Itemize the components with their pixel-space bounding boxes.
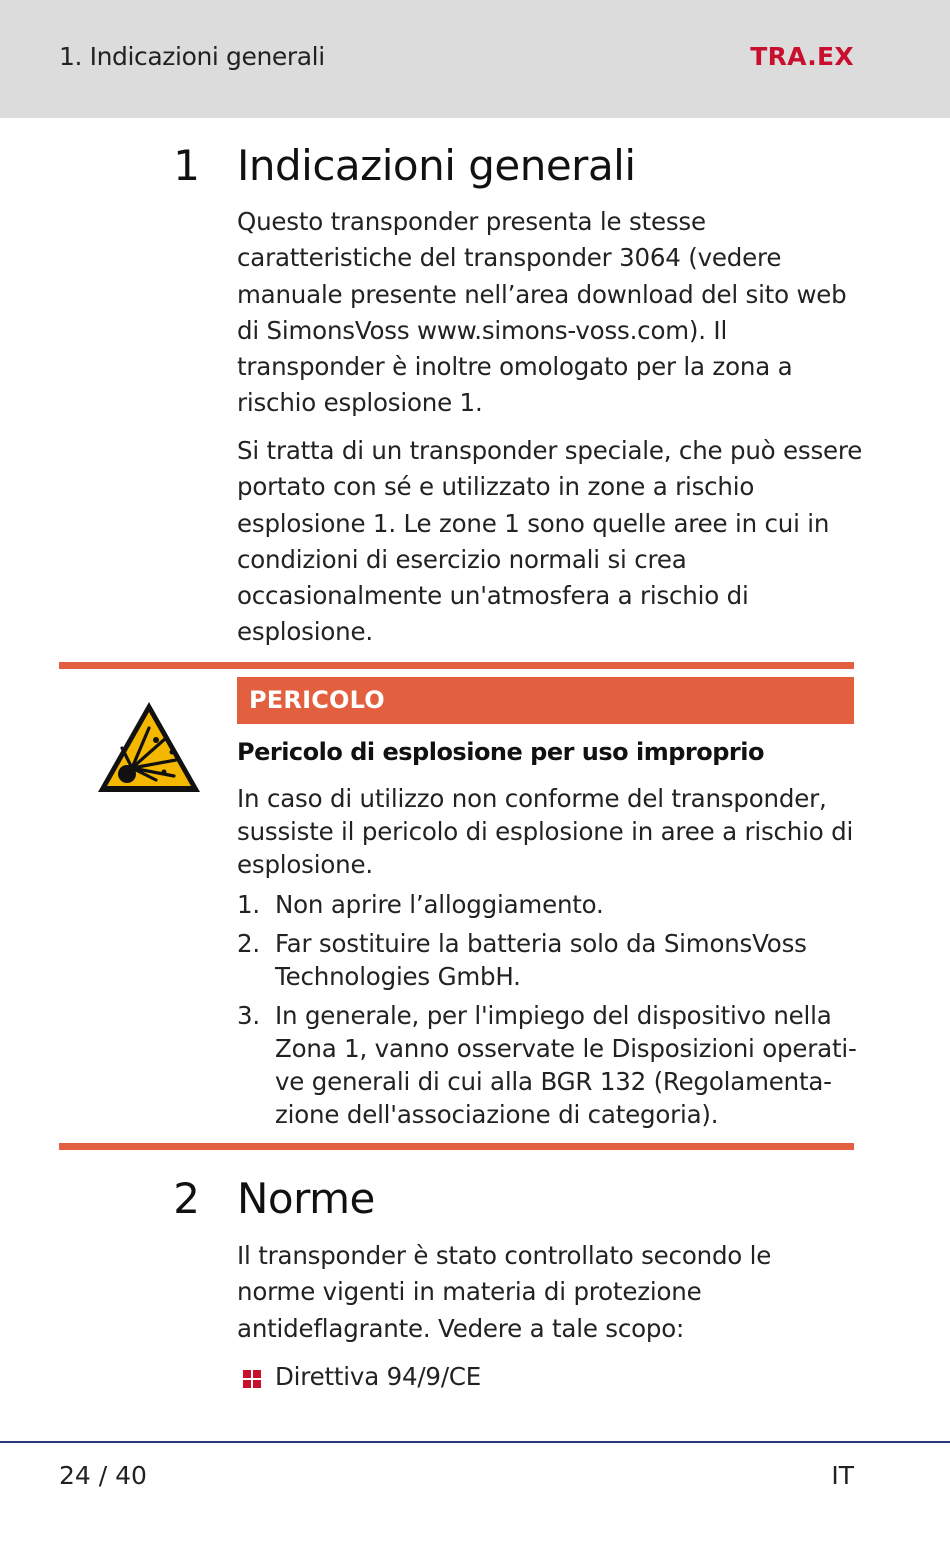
step-number: 2.	[237, 929, 260, 958]
text-line: condizioni di esercizio normali si crea	[237, 544, 687, 574]
text-line: transponder è inoltre omologato per la zona a	[237, 352, 793, 382]
text-line: In caso di utilizzo non conforme del transponder,	[237, 784, 827, 813]
section-1-title: Indicazioni generali	[237, 141, 636, 190]
section-2-number: 2	[173, 1174, 200, 1223]
text-line: rischio esplosione 1.	[237, 388, 483, 418]
text-line: esplosione.	[237, 617, 373, 647]
step-text	[275, 927, 865, 993]
text-line: antideflagrante. Vedere a tale scopo:	[237, 1313, 685, 1343]
danger-label-bar	[237, 677, 854, 724]
text-line: portato con sé e utilizzato in zone a rischio	[237, 472, 755, 502]
text-line: esplosione 1. Le zone 1 sono quelle aree in cui in	[237, 508, 830, 538]
text-line: manuale presente nell’area download del sito web	[237, 279, 847, 309]
section-2-paragraph	[237, 1238, 867, 1347]
bullet-item: Direttiva 94/9/CE	[275, 1362, 482, 1391]
section-1-number: 1	[173, 141, 200, 190]
danger-description	[237, 782, 857, 881]
text-line: Technologies GmbH.	[275, 962, 521, 991]
text-line: Far sostituire la batteria solo da SimonsVoss	[275, 929, 807, 958]
text-line: Non aprire l’alloggiamento.	[275, 890, 604, 919]
step-text	[275, 888, 865, 921]
text-line: sussiste il pericolo di esplosione in aree a rischio di	[237, 817, 854, 846]
text-line: Zona 1, vanno osservate le Disposizioni operati-	[275, 1034, 857, 1063]
footer-rule	[0, 1441, 950, 1443]
text-line: esplosione.	[237, 850, 373, 879]
header-section-label: 1. Indicazioni generali	[59, 42, 325, 71]
text-line: norme vigenti in materia di protezione	[237, 1277, 702, 1307]
page-number: 24 / 40	[59, 1461, 147, 1490]
danger-top-rule	[59, 662, 854, 669]
danger-label: PERICOLO	[249, 686, 385, 714]
step-number: 1.	[237, 890, 260, 919]
text-line: occasionalmente un'atmosfera a rischio di	[237, 581, 749, 611]
page-header	[0, 0, 950, 118]
language-code: IT	[831, 1461, 854, 1490]
section-1-paragraph-1	[237, 204, 867, 422]
text-line: di SimonsVoss www.simons-voss.com). Il	[237, 315, 728, 345]
section-1-paragraph-2	[237, 433, 867, 651]
danger-bottom-rule	[59, 1143, 854, 1150]
bullet-square-icon	[243, 1370, 261, 1388]
text-line: Il transponder è stato controllato secondo le	[237, 1241, 772, 1270]
step-number: 3.	[237, 1001, 260, 1030]
text-line: In generale, per l'impiego del dispositivo nella	[275, 1001, 832, 1030]
text-line: caratteristiche del transponder 3064 (vedere	[237, 243, 782, 273]
text-line: Questo transponder presenta le stesse	[237, 207, 706, 236]
section-2-title: Norme	[237, 1174, 375, 1223]
explosion-warning-icon	[94, 698, 204, 796]
text-line: Si tratta di un transponder speciale, che può essere	[237, 436, 863, 465]
text-line: ve generali di cui alla BGR 132 (Regolamenta-	[275, 1067, 832, 1096]
header-product-name: TRA.EX	[750, 42, 854, 71]
text-line: zione dell'associazione di categoria).	[275, 1100, 719, 1129]
danger-heading: Pericolo di esplosione per uso improprio	[237, 738, 764, 766]
step-text	[275, 999, 865, 1131]
